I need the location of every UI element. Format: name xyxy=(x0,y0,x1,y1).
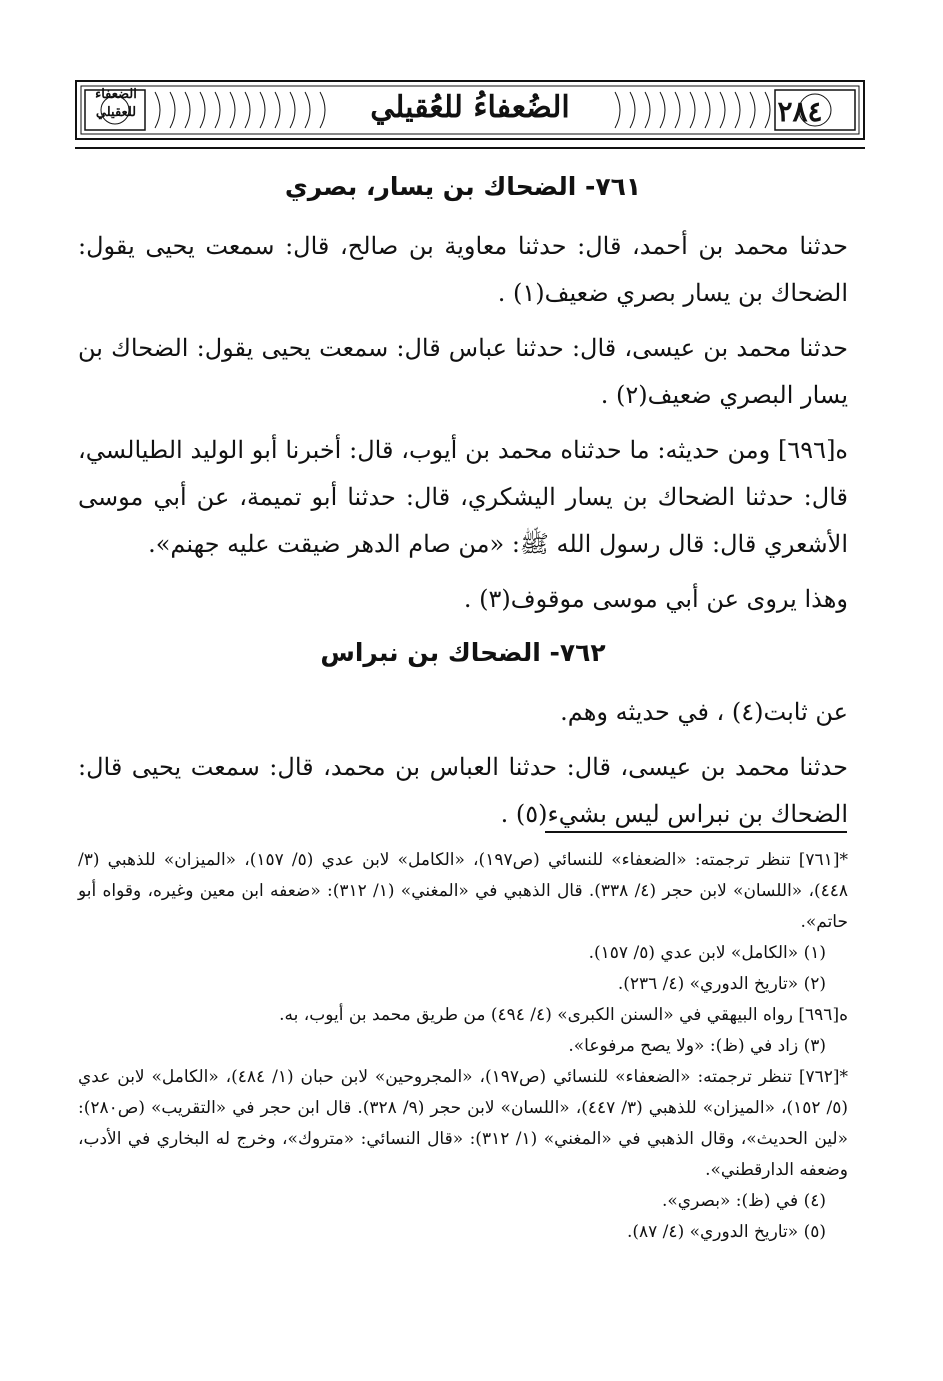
footnote: (٢) «تاريخ الدوري» (٤/ ٢٣٦). xyxy=(617,974,826,994)
page-number: ٢٨٤ xyxy=(777,95,823,128)
paragraph: وهذا يروى عن أبي موسى موقوف(٣) . xyxy=(463,585,848,613)
footnote: (٣) زاد في (ظ): «ولا يصح مرفوعا». xyxy=(568,1036,826,1056)
footnote: *[٧٦١] تنظر ترجمته: «الضعفاء» للنسائي (ص١٩٧)، «الكامل» لابن عدي (٥/ ١٥٧)، «الميزان» للذهبي (٣/ ٤٤٨)، «اللسان» لابن حجر (٤/ ٣٣٨). قال الذهبي في «المغني» (١/ ٣١٢): «ضعفه ابن معين وغيره، وقواه أبو حاتم». xyxy=(78,850,848,932)
seal-title: الضعفاء للعقيلي xyxy=(95,87,137,120)
paragraph: حدثنا محمد بن أحمد، قال: حدثنا معاوية بن صالح، قال: سمعت يحيى يقول: الضحاك بن يسار بصري ضعيف(١) . xyxy=(78,232,848,307)
running-title: الضُعفاءُ للعُقيلي xyxy=(370,90,570,125)
paragraph: حدثنا محمد بن عيسى، قال: حدثنا عباس قال: سمعت يحيى يقول: الضحاك بن يسار البصري ضعيف(٢) . xyxy=(78,334,848,409)
footnote-separator xyxy=(545,831,847,833)
footnote: *[٧٦٢] تنظر ترجمته: «الضعفاء» للنسائي (ص١٩٧)، «المجروحين» لابن حبان (١/ ٤٨٤)، «الكامل» لابن عدي (٥/ ١٥٢)، «الميزان» للذهبي (٣/ ٤٤٧)، «اللسان» لابن حجر (٩/ ٣٢٨). قال ابن حجر في «التقريب» (ص٢٨٠): «لين الحديث»، وقال الذهبي في «المغني» (١/ ٣١٢): «قال النسائي: «متروك»، وخرج له البخاري في الأدب، وضعفه الدارقطني». xyxy=(78,1067,849,1180)
paragraph: عن ثابت(٤) ، في حديثه وهم. xyxy=(560,698,848,726)
footnote: ه[٦٩٦] رواه البيهقي في «السنن الكبرى» (٤/ ٤٩٤) من طريق محمد بن أيوب، به. xyxy=(279,1005,848,1025)
entry-heading: ٧٦١- الضحاك بن يسار، بصري xyxy=(284,172,642,201)
paragraph: ه[٦٩٦] ومن حديثه: ما حدثناه محمد بن أيوب، قال: أخبرنا أبو الوليد الطيالسي، قال: حدثنا الضحاك بن يسار اليشكري، قال: حدثنا أبو تميمة، عن أبي موسى الأشعري قال: قال رسول الله ﷺ: «من صام الدهر ضيقت عليه جهنم». xyxy=(78,436,848,558)
footnote: (٤) في (ظ): «بصري». xyxy=(662,1191,826,1211)
entry-heading: ٧٦٢- الضحاك بن نبراس xyxy=(320,638,606,667)
main-text xyxy=(78,165,848,846)
footnotes xyxy=(78,845,848,1248)
footnote: (١) «الكامل» لابن عدي (٥/ ١٥٧). xyxy=(588,943,826,963)
footnote: (٥) «تاريخ الدوري» (٤/ ٨٧). xyxy=(626,1222,826,1242)
paragraph: حدثنا محمد بن عيسى، قال: حدثنا العباس بن محمد، قال: سمعت يحيى قال: الضحاك بن نبراس ليس بشيء(٥) . xyxy=(78,753,848,828)
page-header xyxy=(75,80,865,150)
